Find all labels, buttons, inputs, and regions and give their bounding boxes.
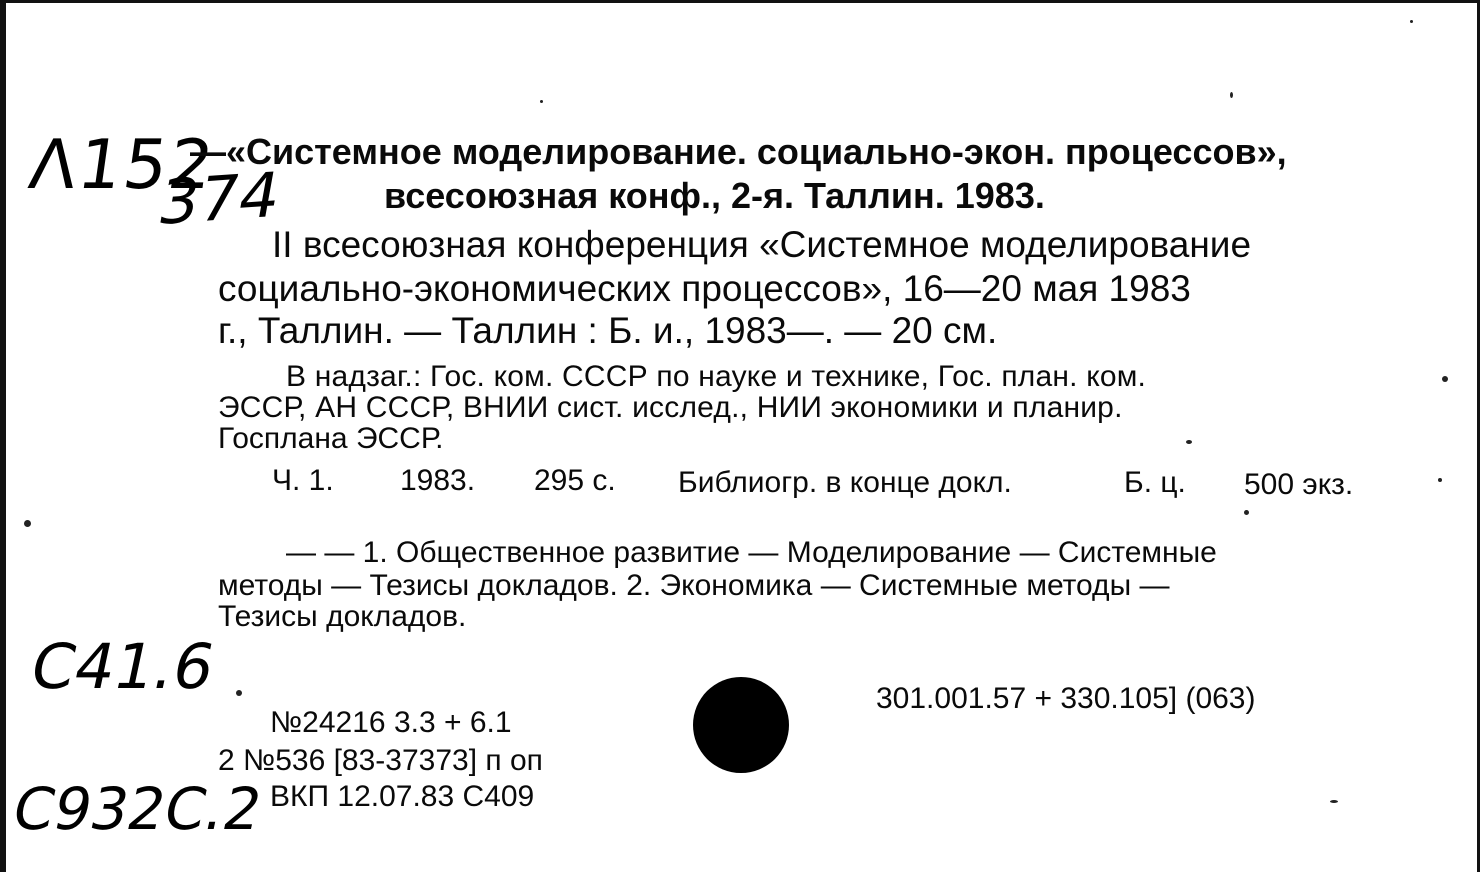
part-price: Б. ц. <box>1124 466 1186 499</box>
handwritten-shelfmark: Λ152 <box>24 126 220 205</box>
scan-speck <box>1438 478 1442 482</box>
scan-speck <box>1186 440 1192 444</box>
handwritten-class-mark: C41.6 <box>24 630 222 703</box>
subject-line: методы — Тезисы докладов. 2. Экономика — Системные методы — <box>218 569 1170 602</box>
scan-speck <box>1230 92 1233 98</box>
handwritten-class-mark-secondary: C932C.2 <box>6 775 269 843</box>
scan-speck <box>24 520 31 527</box>
heading-conference: всесоюзная конф., 2-я. Таллин. 1983. <box>384 175 1045 216</box>
part-copies: 500 экз. <box>1244 468 1354 501</box>
description-line: II всесоюзная конференция «Системное моделирование <box>272 224 1252 265</box>
part-pages: 295 с. <box>534 464 616 497</box>
scan-speck <box>1410 20 1413 23</box>
scan-speck <box>540 100 543 103</box>
note-line: Госплана ЭССР. <box>218 422 444 455</box>
heading-title: —«Системное моделирование. социально-экон. процессов», <box>190 131 1287 172</box>
description-line: социально-экономических процессов», 16—20 мая 1983 <box>218 268 1191 309</box>
scan-speck <box>1330 800 1338 803</box>
footer-line: 2 №536 [83-37373] п оп <box>218 744 543 777</box>
subject-line: — — 1. Общественное развитие — Моделирование — Системные <box>286 536 1217 569</box>
handwritten-shelfmark-number: 374 <box>152 157 286 240</box>
punched-dot <box>693 677 789 773</box>
scan-speck <box>1442 376 1448 382</box>
card-border-top <box>0 0 1480 3</box>
note-line: В надзаг.: Гос. ком. СССР по науке и технике, Гос. план. ком. <box>286 360 1147 393</box>
footer-line: ВКП 12.07.83 С409 <box>270 780 535 813</box>
note-line: ЭССР, АН СССР, ВНИИ сист. исслед., НИИ экономики и планир. <box>218 391 1123 424</box>
udc-index: 301.001.57 + 330.105] (063) <box>876 682 1256 715</box>
part-bibliography: Библиогр. в конце докл. <box>678 466 1012 499</box>
footer-line: №24216 3.3 + 6.1 <box>270 706 512 739</box>
scan-speck <box>236 690 242 696</box>
part-number: Ч. 1. <box>272 464 334 497</box>
card-border-left <box>0 0 6 872</box>
part-year: 1983. <box>400 464 476 497</box>
description-line: г., Таллин. — Таллин : Б. и., 1983—. — 20 см. <box>218 310 998 351</box>
subject-line: Тезисы докладов. <box>218 600 467 633</box>
scan-speck <box>1244 510 1249 515</box>
